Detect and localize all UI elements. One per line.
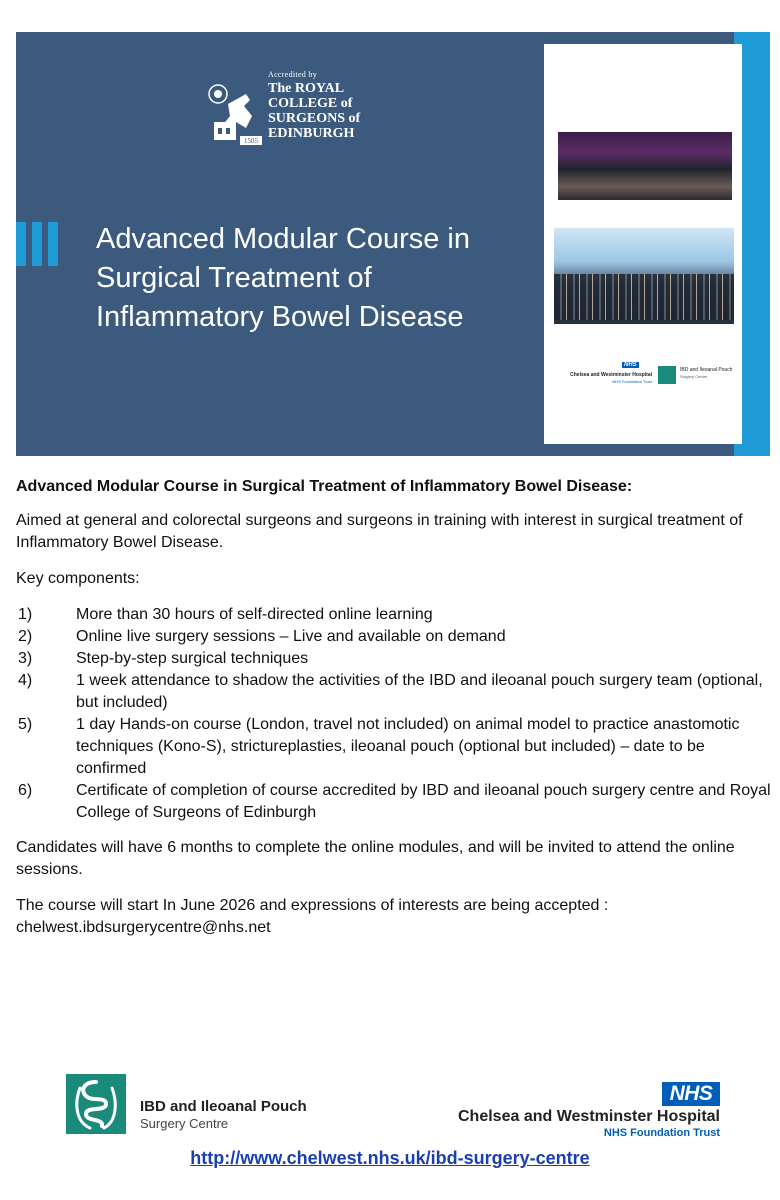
lecture-hall-photo (558, 132, 732, 200)
course-banner (16, 32, 770, 456)
trust-name: NHS Foundation Trust (603, 1127, 720, 1139)
component-number: 3) (18, 650, 33, 667)
components-label: Key components: (16, 570, 140, 587)
component-number: 5) (18, 716, 33, 733)
brochure-logos (552, 362, 736, 402)
college-name: The ROYAL COLLEGE of SURGEONS of EDINBURGH (268, 81, 361, 141)
component-text: Step-by-step surgical techniques (76, 650, 309, 667)
nhs-logo: NHS (662, 1082, 720, 1106)
course-description (16, 470, 772, 953)
component-text: 1 day Hands-on course (London, travel not included) on animal model to practice anastomotic techniques (Kono-S), strictureplasties, ileoanal pouch (optional but included) – date to be confirmed (76, 716, 740, 777)
hospital-name: Chelsea and Westminster Hospital (570, 372, 652, 378)
candidates-paragraph: Candidates will have 6 months to complete the online modules, and will be invited to attend the online sessions. (16, 839, 735, 878)
hospital-name: Chelsea and Westminster Hospital (458, 1108, 720, 1125)
accreditation-text: Accredited by (268, 70, 317, 79)
rcs-edinburgh-logo (206, 70, 406, 150)
component-item (16, 648, 772, 670)
unicorn-crest-icon (206, 82, 264, 146)
component-number: 4) (18, 672, 33, 689)
component-text: More than 30 hours of self-directed online learning (76, 606, 433, 623)
ibd-centre-sub: Surgery Centre (680, 374, 708, 379)
intestine-logo-icon (66, 1074, 126, 1134)
contact-email[interactable]: chelwest.ibdsurgerycentre@nhs.net (16, 919, 271, 936)
trust-name: NHS Foundation Trust (612, 379, 652, 384)
group-photo (554, 228, 734, 324)
nhs-logo: NHS (624, 362, 637, 368)
start-paragraph (16, 895, 772, 939)
component-number: 1) (18, 606, 33, 623)
component-item (16, 780, 772, 824)
ibd-centre-name: IBD and Ileoanal Pouch (680, 367, 733, 373)
ibd-centre-logo-icon (658, 366, 676, 384)
decorative-bars (16, 222, 62, 266)
intro-paragraph: Aimed at general and colorectal surgeons and surgeons in training with interest in surgical treatment of Inflammatory Bowel Disease. (16, 512, 743, 551)
component-text: Certificate of completion of course accredited by IBD and ileoanal pouch surgery centre and Royal College of Surgeons of Edinburgh (76, 782, 771, 821)
component-item (16, 626, 772, 648)
course-heading: Advanced Modular Course in Surgical Treatment of Inflammatory Bowel Disease: (16, 478, 633, 495)
component-text: Online live surgery sessions – Live and available on demand (76, 628, 506, 645)
ibd-centre-name: IBD and Ileoanal Pouch (140, 1098, 307, 1115)
banner-title: Advanced Modular Course in Surgical Treatment of Inflammatory Bowel Disease (96, 223, 470, 333)
ibd-centre-subtitle: Surgery Centre (140, 1116, 229, 1131)
svg-text:1505: 1505 (244, 137, 258, 145)
key-components-list (16, 604, 772, 824)
component-item (16, 714, 772, 780)
component-number: 2) (18, 628, 33, 645)
centre-website-link[interactable]: http://www.chelwest.nhs.uk/ibd-surgery-centre (190, 1148, 590, 1168)
brochure-preview (544, 44, 742, 444)
component-text: 1 week attendance to shadow the activities of the IBD and ileoanal pouch surgery team (optional, but included) (76, 672, 763, 711)
component-item (16, 604, 772, 626)
start-line: The course will start In June 2026 and expressions of interests are being accepted : (16, 897, 609, 914)
component-number: 6) (18, 782, 33, 799)
component-item (16, 670, 772, 714)
